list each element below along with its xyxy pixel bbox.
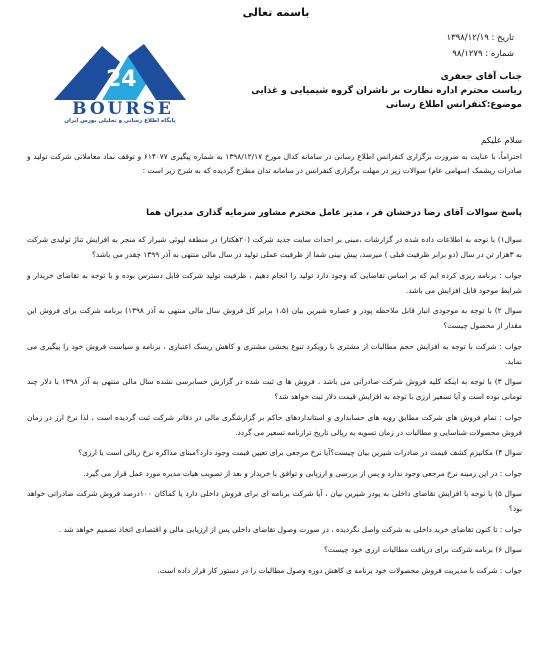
logo-wordmark: BOURSE	[72, 99, 174, 119]
number-value: ۹۸/۱۲۷۹	[452, 49, 483, 59]
addressee-name: جناب آقای جعفری	[440, 72, 522, 82]
svg-text:24: 24	[106, 67, 137, 92]
letter-meta	[447, 30, 514, 62]
qa-paragraph: جواب : شرکت با توجه به افزایش حجم مطالبات از مشتری با رویکرد تنوع بخشی مشتری و کاهش ریسک اعتباری ، برنامه و سیاست فروش خود را پیگیری می نماید.	[27, 341, 522, 366]
addressee-block	[222, 70, 522, 112]
qa-paragraph: سوال ۴) مکانیزم کشف قیمت در صادرات شیرین بیان چیست؟آیا نرخ مرجعی برای تعیین قیمت وجود دارد؟مبنای مذاکره نرخ ریالی است یا ارزی؟	[78, 448, 522, 457]
date-label: تاریخ :	[491, 33, 514, 43]
bismillah-heading: باسمه تعالی	[242, 6, 310, 19]
bourse-logo	[40, 42, 200, 126]
qa-paragraph: سوال ۳) با توجه به اینکه کلیه فروش شرکت صادراتی می باشد ، فروش ها ی ثبت شده در گزارش حسابرسی نشده سال مالی منتهی به آذر ۱۳۹۸ با دلار چند تومانی بوده است و آیا تسعیر ارزی با توجه به افزایش قیمت دلار ثبت خواهد شد؟	[27, 377, 522, 401]
greeting: سلام علیکم	[481, 136, 522, 146]
addressee-title: ریاست محترم اداره نظارت بر ناشران گروه شیمیایی و غذایی	[251, 86, 522, 96]
answers-heading: پاسخ سوالات آقای رضا درخشان فر ، مدیر عامل محترم مشاور سرمایه گذاری مدیران هما	[146, 208, 522, 218]
date-value: ۱۳۹۸/۱۲/۱۹	[446, 33, 489, 43]
qa-paragraph: سوال۱) با توجه به اطلاعات داده شده در گزارشات ،مبنی بر احداث سایت جدید شرکت (۲۰هکتار) در منطقه لپوئی شیراز که منجر به افزایش تناژ تولیدی شرکت به ۳هزار تن در سال (دو برابر ظرفیت قبلی ) میرسد، پیش بینی شما از ظرفیت عملی تولید در سال مالی منتهی به آذر ۱۳۹۹ چقدر می باشد؟	[27, 235, 522, 259]
number-label: شماره :	[485, 49, 514, 59]
qa-body	[27, 232, 522, 583]
qa-paragraph: سوال ۲) با توجه به موجودی انبار قابل ملاحظه پودر و عصاره شیرین بیان (۱،۵ برابر کل فروش سال مالی منتهی به آذر ۱۳۹۸) برنامه شرکت برای فروش این مقدار از محصول چیست؟	[27, 306, 523, 330]
date-line	[447, 30, 514, 46]
qa-paragraph: جواب : تا کنون تقاضای خرید داخلی به شرکت واصل نگردیده ، در صورت وصول تقاضای داخلی پس از ارزیابی مالی و اقتصادی اتخاذ تصمیم خواهد شد .	[58, 524, 522, 534]
qa-paragraph: جواب : برنامه ریزی کرده ایم که بر اساس تقاضایی که وجود دارد تولید را انجام دهیم ، ظرفیت تولید شرکت قابل دسترس بوده و با توجه به تقاضای خریدار و شرایط موجود قابل افزایش می باشد.	[27, 270, 522, 295]
intro-paragraph: احتراماً، با عنایت به ضرورت برگزاری کنفرانس اطلاع رسانی در سامانه کدال مورخ ۱۳۹۸/۱۲/۱۷ به شماره پیگیری ۶۱۴۰۷۷ و توقف نماد معاملاتی شرکت تولید و صادرات ریشمک (سهامی عام) سوالات زیر در مهلت برگزاری کنفرانس در سامانه تدان مطرح گردیده که به شرح زیر است :	[27, 152, 522, 175]
logo-subtitle: پایگاه اطلاع رسانی و تحلیلی بورس ایران	[64, 118, 176, 124]
qa-paragraph: جواب : در این زمینه نرخ مرجعی وجود ندارد و پس از بررسی و ارزیابی و توافق با خریدار و بعد از تصویب هیات مدیره مورد عمل قرار می گیرد.	[83, 468, 522, 478]
qa-paragraph: سوال ۶) برنامه شرکت برای دریافت مطالبات ارزی خود چیست؟	[324, 545, 522, 554]
qa-paragraph: سوال ۵) با توجه با افزایش تقاضای داخلی به پودر شیرین بیان ، آیا شرکت برنامه ای برای فروش داخلی دارد یا کماکان ۱۰۰درصد فروش شرکت صادراتی خواهد بود؟	[27, 489, 522, 513]
qa-paragraph: جواب : شرکت با مدیریت فروش محصولات خود برنامه ی کاهش دوره وصول مطالبات را در دستور کار قرار داده است.	[157, 565, 522, 575]
qa-paragraph: جواب : تمام فروش های شرکت مطابق رویه های حسابداری و استانداردهای حاکم بر گزارشگری مالی در دفاتر شرکت ثبت گردیده است ، لذا نرخ ارز در زمان فروش محصولات شناسایی و مطالبات در زمان تسویه به ریالی تاریخ ترازنامه تسعیر می گردد.	[27, 412, 522, 437]
letter-subject: موضوع:کنفرانس اطلاع رسانی	[385, 100, 522, 110]
number-line	[447, 46, 514, 62]
bourse-logo-mark-icon	[40, 42, 200, 102]
